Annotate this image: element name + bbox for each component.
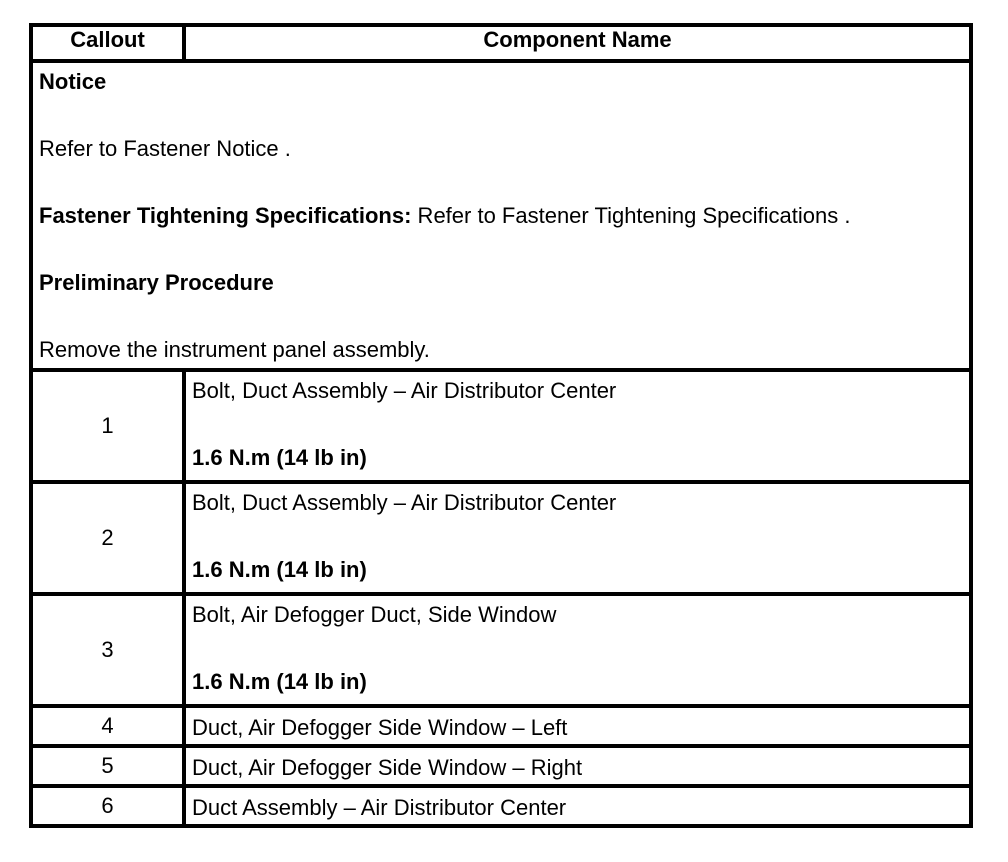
component-name: Duct, Air Defogger Side Window – Left xyxy=(184,706,971,746)
table-row xyxy=(31,482,971,594)
torque-spec: 1.6 N.m (14 lb in) xyxy=(192,557,367,582)
component-table xyxy=(29,23,973,828)
component-cell xyxy=(184,594,971,706)
component-name: Bolt, Duct Assembly – Air Distributor Center xyxy=(192,490,617,515)
table-row xyxy=(31,594,971,706)
callout-cell: 4 xyxy=(31,706,184,746)
notice-cell xyxy=(31,61,971,370)
component-name: Bolt, Duct Assembly – Air Distributor Center xyxy=(192,378,617,403)
component-name: Duct, Air Defogger Side Window – Right xyxy=(184,746,971,786)
callout-cell: 1 xyxy=(31,370,184,482)
callout-cell: 3 xyxy=(31,594,184,706)
component-name-header: Component Name xyxy=(184,25,971,61)
component-cell xyxy=(184,370,971,482)
component-name: Duct Assembly – Air Distributor Center xyxy=(184,786,971,826)
torque-spec: 1.6 N.m (14 lb in) xyxy=(192,445,367,470)
component-name: Bolt, Air Defogger Duct, Side Window xyxy=(192,602,557,627)
preliminary-procedure-title: Preliminary Procedure xyxy=(39,270,274,295)
fastener-spec-label: Fastener Tightening Specifications: xyxy=(39,203,412,228)
notice-row xyxy=(31,61,971,370)
table-row xyxy=(31,786,971,826)
table-header-row xyxy=(31,25,971,61)
callout-cell: 6 xyxy=(31,786,184,826)
fastener-spec-line xyxy=(39,203,961,229)
callout-header: Callout xyxy=(31,25,184,61)
component-cell xyxy=(184,482,971,594)
preliminary-procedure-text: Remove the instrument panel assembly. xyxy=(39,337,430,362)
callout-cell: 2 xyxy=(31,482,184,594)
table-row xyxy=(31,370,971,482)
fastener-spec-text: Refer to Fastener Tightening Specifications . xyxy=(411,203,851,228)
table-row xyxy=(31,746,971,786)
torque-spec: 1.6 N.m (14 lb in) xyxy=(192,669,367,694)
notice-text: Refer to Fastener Notice . xyxy=(39,136,291,161)
notice-title: Notice xyxy=(39,69,107,94)
callout-cell: 5 xyxy=(31,746,184,786)
table-row xyxy=(31,706,971,746)
